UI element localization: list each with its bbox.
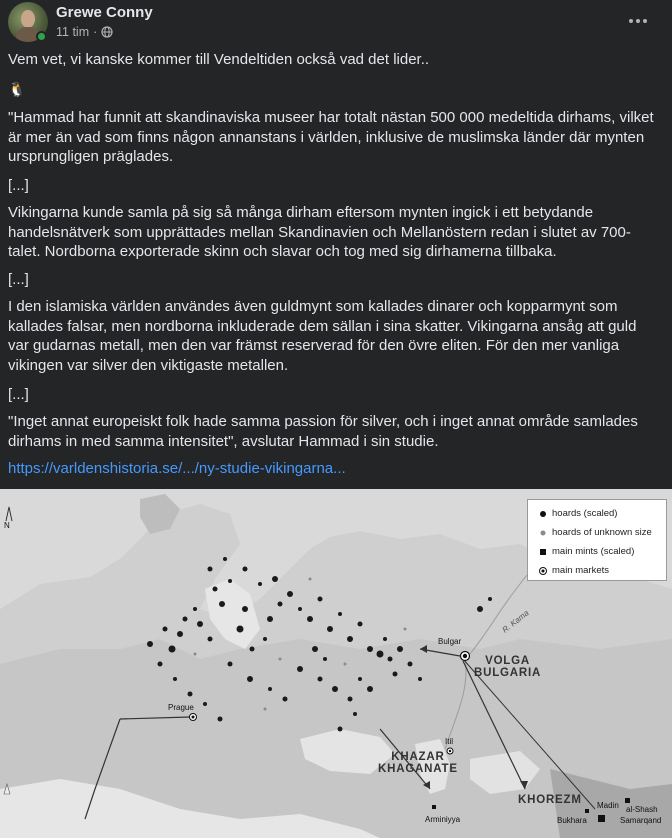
map-legend [527,499,667,581]
post-paragraph: "Inget annat europeiskt folk hade samma passion för silver, och i inget annat område samlades dirhams in med samma intensitet", avslutar Hammad i sin studie. [8,413,638,450]
post-paragraph: I den islamiska världen användes även guldmynt som kallades dinarer och kopparmynt som kallades falsar, men nordborna inkluderade dem sällan i sina skatter. Vikingarna ansåg att guld var gudarnas metall, men den var främst reserverad för den övre eliten. För den mer vanliga vikingen var silver den viktigaste metallen. [8,298,637,374]
legend-label: hoards of unknown size [552,527,652,538]
post-paragraph: Vikingarna kunde samla på sig så många dirham eftersom mynten ingick i ett betydande handelsnätverk som upprättades mellan Skandinavien och Mellanöstern redan i slutet av 700-talet. Nordborna exporterade skinn och slavar och tog med sig dirhamerna tillbaka. [8,204,631,260]
map-label-r-kama: R. Kama [500,608,531,635]
legend-row [534,504,660,523]
post-paragraph: [...] [8,386,29,403]
mint-samarqand [598,815,605,822]
map-label-al-shash: al-Shash [626,805,658,814]
map-label-khazar-khaganate [378,751,458,775]
more-options-button[interactable] [622,10,654,32]
map-label-khazar-line: KHAZAR [391,751,445,763]
legend-row [534,542,660,561]
post-paragraph: [...] [8,177,29,194]
map-label-volga-line: VOLGA [485,655,530,667]
legend-label: hoards (scaled) [552,508,618,519]
meta-separator: · [93,25,98,39]
legend-label: main markets [552,565,610,576]
legend-label: main mints (scaled) [552,546,635,557]
map-label-itil: Itil [445,737,453,746]
ring-dot-icon [534,566,552,576]
post-header [0,0,672,46]
dot-gray-icon [534,529,552,537]
mint-bukhara [585,809,589,813]
legend-row [534,561,660,580]
square-black-icon [534,548,552,556]
post-link[interactable]: https://varldenshistoria.se/.../ny-studie-vikingarna... [8,460,346,477]
author-name[interactable]: Grewe Conny [56,4,153,21]
online-status-indicator [36,31,47,42]
dot-black-icon [534,510,552,518]
post-paragraph: "Hammad har funnit att skandinaviska museer har totalt nästan 500 000 medeltida dirhams, vilket är mer än vad som finns någon annanstans i världen, inklusive de muslimska länder där mynten ursprungligen präglades. [8,109,654,165]
post-paragraph: Vem vet, vi kanske kommer till Vendeltiden också vad det lider.. [8,51,430,68]
mint-arminiyya [432,805,436,809]
post-time[interactable]: 11 tim [56,25,90,39]
post-paragraph: [...] [8,271,29,288]
legend-row [534,523,660,542]
map-label-prague: Prague [168,703,194,712]
map-label-bulgaria-line: BULGARIA [474,667,542,679]
map-label-north: N [4,521,10,530]
map-label-arminiyya: Arminiyya [425,815,461,824]
map-label-bukhara: Bukhara [557,816,587,825]
map-label-khorezm: KHOREZM [518,794,582,806]
mint-al-shash [625,798,630,803]
map-label-madin: Madin [597,801,619,810]
map-label-samarqand: Samarqand [620,816,662,825]
globe-icon[interactable] [101,26,113,38]
map-label-bulgar: Bulgar [438,637,462,646]
penguin-emoji: 🐧 [8,81,26,97]
map-label-khaganate-line: KHAGANATE [378,763,458,775]
post-meta [56,25,113,39]
map-label-volga-bulgaria [474,655,541,679]
